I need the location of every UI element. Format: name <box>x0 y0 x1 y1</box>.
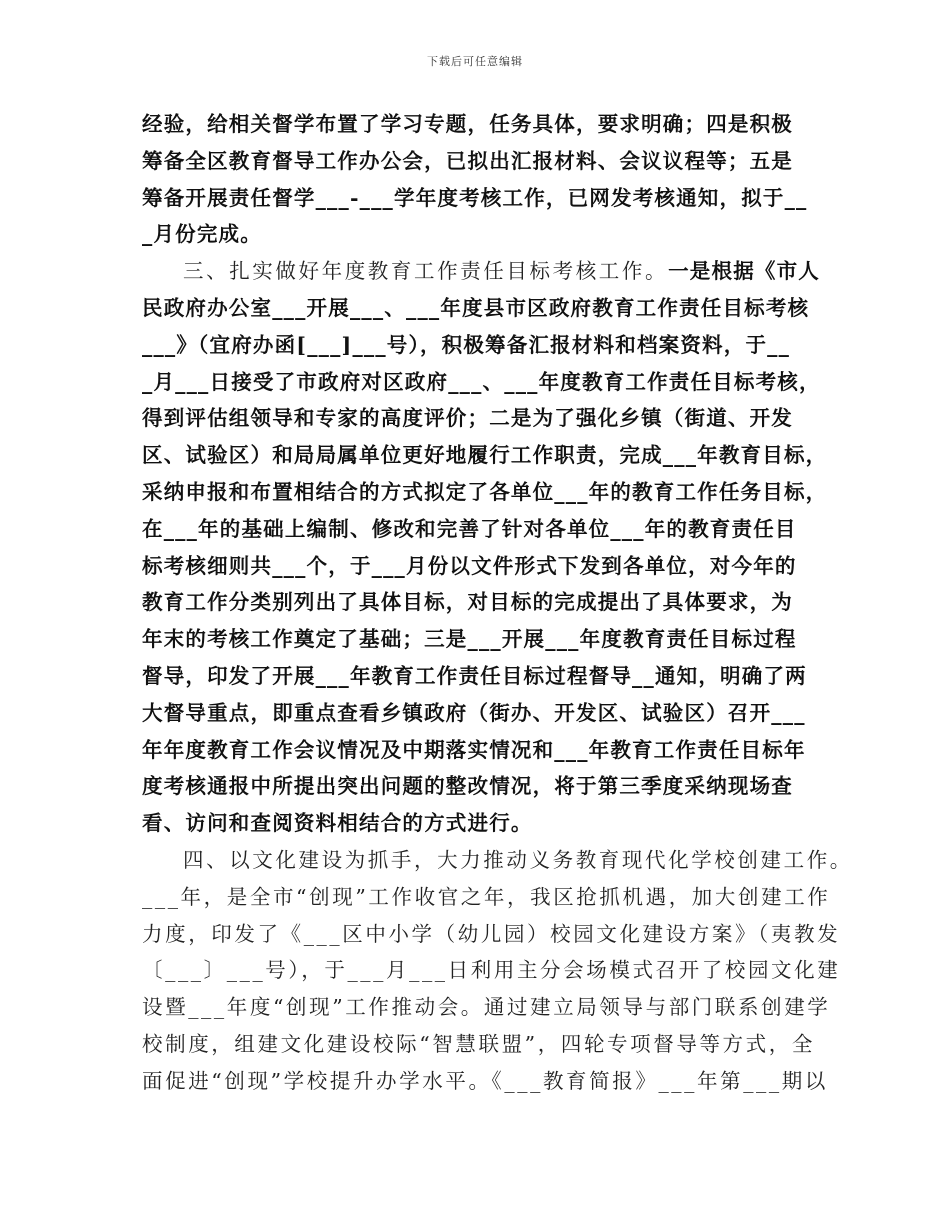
section-heading: 三、扎实做好年度教育工作责任目标考核工作。 <box>183 259 669 284</box>
text-line: 力度，印发了《___区中小学（幼儿园）校园文化建设方案》（夷教发 <box>142 921 841 946</box>
text-line: 在___年的基础上编制、修改和完善了针对各单位___年的教育责任目 <box>142 516 797 541</box>
text-line: 年末的考核工作奠定了基础；三是___开展___年度教育责任目标过程 <box>142 627 797 652</box>
text-line-mixed <box>142 253 821 290</box>
text-line: 区、试验区）和局局属单位更好地履行工作职责，完成___年教育目标， <box>142 443 828 468</box>
text-line: 标考核细则共___个，于___月份以文件形式下发到各单位，对今年的 <box>142 553 797 578</box>
page-header: 下载后可任意编辑 <box>427 55 523 68</box>
text-line: 教育工作分类别列出了具体目标，对目标的完成提出了具体要求，为 <box>142 590 793 615</box>
text-line: 大督导重点，即重点查看乡镇政府（街办、开发区、试验区）召开___ <box>142 700 806 725</box>
text-line: 经验，给相关督学布置了学习专题，任务具体，要求明确；四是积极 <box>142 112 793 136</box>
text-line: 度考核通报中所提出突出问题的整改情况，将于第三季度采纳现场查 <box>142 774 793 799</box>
text-line: _月份完成。 <box>142 222 262 247</box>
text-line: 得到评估组领导和专家的高度评价；二是为了强化乡镇（街道、开发 <box>142 406 793 431</box>
text-line: ___年，是全市“创现”工作收官之年，我区抢抓机遇，加大创建工作 <box>142 884 831 909</box>
text-line: 设暨___年度“创现”工作推动会。通过建立局领导与部门联系创建学 <box>142 995 831 1020</box>
text-line: _月___日接受了市政府对区政府___、___年度教育工作责任目标考核， <box>142 369 821 394</box>
text-line: ___》（宜府办函[___]___号），积极筹备汇报材料和档案资料，于__ <box>142 332 791 357</box>
text-line: 四、以文化建设为抓手，大力推动义务教育现代化学校创建工作。 <box>183 847 853 872</box>
text-line: 看、访问和查阅资料相结合的方式进行。 <box>142 811 533 836</box>
text-line: 校制度，组建文化建设校际“智慧联盟”，四轮专项督导等方式，全 <box>142 1031 815 1056</box>
paragraph-1 <box>142 106 812 253</box>
section-heading-continuation: 一是根据《市人 <box>668 259 821 284</box>
document-body <box>142 106 853 1100</box>
text-line: 面促进“创现”学校提升办学水平。《___教育简报》___年第___期以 <box>142 1068 828 1093</box>
text-line: 采纳申报和布置相结合的方式拟定了各单位___年的教育工作任务目标， <box>142 479 828 504</box>
text-line: 筹备全区教育督导工作办公会，已拟出汇报材料、会议议程等；五是 <box>142 148 793 173</box>
text-line: 筹备开展责任督学___-___学年度考核工作，已网发考核通知，拟于__ <box>142 185 808 210</box>
text-line: 〔___〕___号），于___月___日利用主分会场模式召开了校园文化建 <box>142 958 841 983</box>
text-line: 督导，印发了开展___年教育工作责任目标过程督导__通知，明确了两 <box>142 663 807 688</box>
paragraph-2 <box>142 253 828 842</box>
text-line: 民政府办公室___开展___、___年度县市区政府教育工作责任目标考核 <box>142 295 810 320</box>
text-line: 年年度教育工作会议情况及中期落实情况和___年教育工作责任目标年 <box>142 737 806 762</box>
paragraph-3 <box>142 842 853 1100</box>
